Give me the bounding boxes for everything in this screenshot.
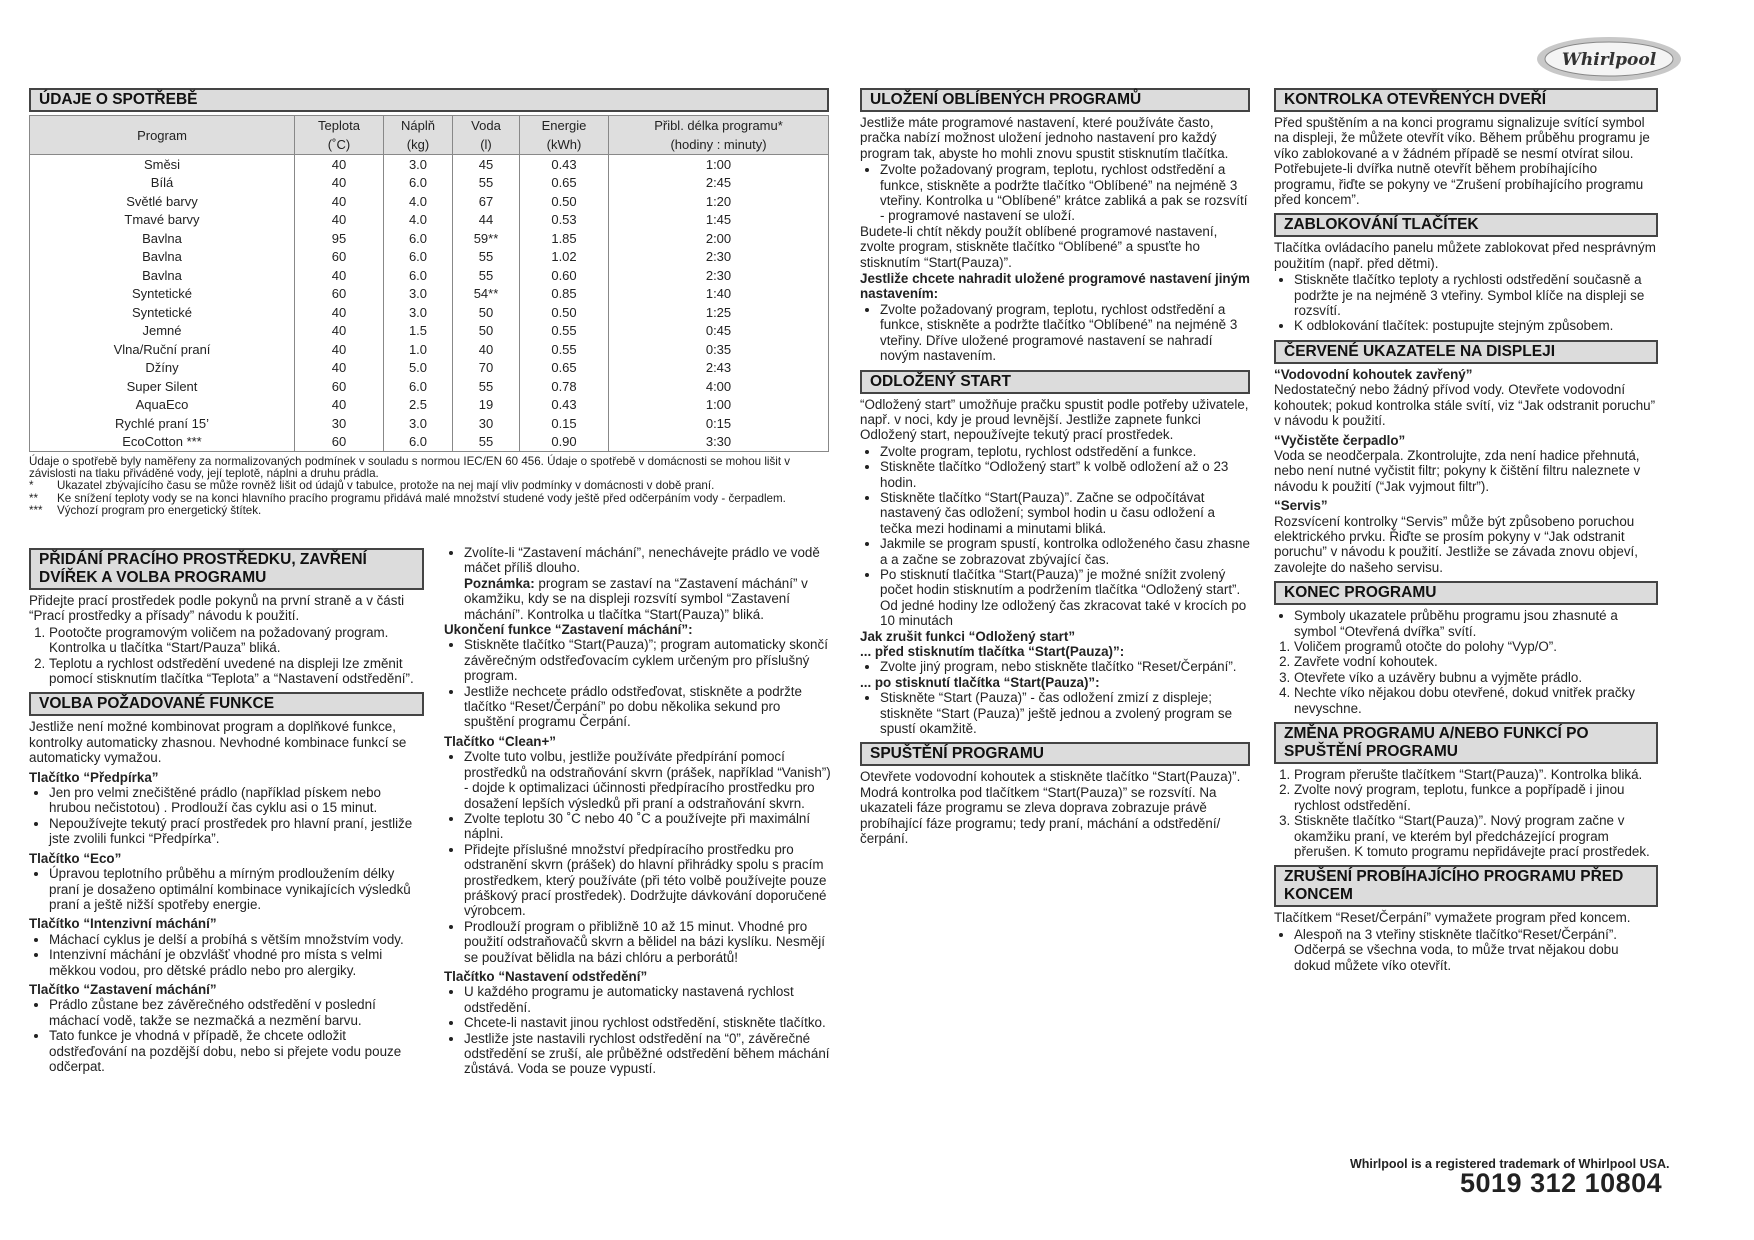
unit-duration: (hodiny : minuty) — [609, 135, 829, 155]
detergent-header: PŘIDÁNÍ PRACÍHO PROSTŘEDKU, ZAVŘENÍ DVÍŘEK A VOLBA PROGRAMU — [29, 548, 424, 590]
delay-list — [860, 444, 1250, 629]
table-row — [30, 396, 829, 415]
end-bullets — [1274, 608, 1658, 639]
table-cell: Džíny — [30, 359, 295, 378]
list-item: • Stiskněte tlačítko “Odložený start” k volbě odložení až o 23 hodin. — [880, 459, 1250, 490]
door-header: KONTROLKA OTEVŘENÝCH DVEŘÍ — [1274, 88, 1658, 112]
consumption-notes — [29, 456, 829, 517]
table-row — [30, 322, 829, 341]
table-cell: 55 — [453, 433, 520, 452]
list-item: • Zvolte požadovaný program, teplotu, rychlost odstředění a funkce, stiskněte a podržte tlačítko “Oblíbené” na nejméně 3 vteřiny. Dříve uložené programové nastavení se nahradí novým nastavením. — [880, 302, 1250, 364]
table-cell: 0:45 — [609, 322, 829, 341]
table-cell: 3.0 — [384, 155, 453, 174]
start-text: Otevřete vodovodní kohoutek a stiskněte tlačítko “Start(Pauza)”. Modrá kontrolka pod tlačítkem “Start(Pauza)” se rozsvítí. Na ukazateli fáze programu se zleva doprava zobrazuje právě probíhající fáze programu; tedy praní, máchání a odstředění/čerpání. — [860, 769, 1241, 847]
note-row — [29, 493, 829, 505]
hold-title: Tlačítko “Zastavení máchání” — [29, 981, 217, 997]
list-item: 1. Voličem programů otočte do polohy “Vyp/O”. — [1294, 639, 1658, 654]
list-item: 2. Teplotu a rychlost odstředění uvedené na displeji lze změnit pomocí stisknutím tlačítka “Teplota” a “Nastavení odstředění”. — [49, 656, 424, 687]
list-item: • Máchací cyklus je delší a probíhá s větším množstvím vody. — [49, 932, 424, 947]
favorites-section — [860, 88, 1250, 364]
table-cell: 0.43 — [520, 396, 609, 415]
table-cell: 1:25 — [609, 303, 829, 322]
cancel-list — [1274, 927, 1658, 973]
table-cell: 55 — [453, 377, 520, 396]
logo-text: Whirlpool — [1561, 50, 1657, 70]
delay-after-list — [860, 690, 1250, 736]
list-item: • K odblokování tlačítek: postupujte stejným způsobem. — [1294, 318, 1658, 333]
note-main: Údaje o spotřebě byly naměřeny za normalizovaných podmínek v souladu s normou IEC/EN 60 456. Údaje o spotřebě v domácnosti se mohou lišit v závislosti na tlaku přiváděné vody, její teplotě, náplni a druhu prádla. — [29, 455, 791, 481]
delay-before-list — [860, 659, 1250, 674]
hold-more-list — [444, 545, 833, 622]
table-row — [30, 266, 829, 285]
consumption-header: ÚDAJE O SPOTŘEBĚ — [29, 88, 829, 112]
list-item: • Prádlo zůstane bez závěrečného odstředění v poslední máchací vodě, takže se nezmačká a nezmění barvu. — [49, 997, 424, 1028]
table-cell: AquaEco — [30, 396, 295, 415]
table-row — [30, 248, 829, 267]
list-item: • Jen pro velmi znečištěné prádlo (například pískem nebo hrubou nečistotou) . Prodlouží čas cyklu asi o 15 minut. — [49, 785, 424, 816]
spin-title: Tlačítko “Nastavení odstředění” — [444, 968, 648, 984]
table-cell: 1:45 — [609, 211, 829, 230]
table-cell: EcoCotton *** — [30, 433, 295, 452]
table-row — [30, 433, 829, 452]
table-cell: 50 — [453, 303, 520, 322]
note-text: Výchozí program pro energetický štítek. — [57, 503, 262, 517]
list-item: • Symboly ukazatele průběhu programu jsou zhasnuté a symbol “Otevřená dvířka” svítí. — [1294, 608, 1658, 639]
table-cell: 19 — [453, 396, 520, 415]
th-duration: Přibl. délka programu* — [609, 116, 829, 136]
lock-list — [1274, 272, 1658, 334]
list-item: • Zvolte teplotu 30 ˚C nebo 40 ˚C a používejte při maximální náplni. — [464, 811, 833, 842]
table-cell: 0:35 — [609, 340, 829, 359]
column-1-lower — [29, 548, 424, 1080]
table-cell: 3:30 — [609, 433, 829, 452]
table-cell: Tmavé barvy — [30, 211, 295, 230]
change-steps — [1274, 767, 1658, 859]
list-item: • Nepoužívejte tekutý prací prostředek pro hlavní praní, jestliže jste zvolili funkci “Předpírka”. — [49, 816, 424, 847]
note-body: program se zastaví na “Zastavení máchání” v okamžiku, kdy se na displeji rozsvítí symbol “Zastavení máchání”. Kontrolka u tlačítka “Start(Pauza)” bliká. — [464, 575, 808, 622]
table-cell: 6.0 — [384, 377, 453, 396]
table-row — [30, 414, 829, 433]
list-item: • Stiskněte “Start (Pauza)” - čas odložení zmizí z displeje; stiskněte “Start (Pauza)” ještě jednou a zvolený program se spustí okamžitě. — [880, 690, 1250, 736]
list-item: • Intenzivní máchání je obzvlášť vhodné pro místa s velmi měkkou vodou, pro dětské prádlo nebo pro alergiky. — [49, 947, 424, 978]
th-load: Náplň — [384, 116, 453, 136]
table-cell: 40 — [295, 211, 384, 230]
list-item: • Stiskněte tlačítko teploty a rychlosti odstředění současně a podržte je na nejméně 3 vteřiny. Symbol klíče na displeji se rozsvítí. — [1294, 272, 1658, 318]
favorites-intro: Jestliže máte programové nastavení, které používáte často, pračka nabízí možnost uložení jednoho nastavení pro každý program tak, abyste ho mohli znovu spustit stisknutím tlačítka. — [860, 115, 1229, 161]
table-cell: 1:00 — [609, 396, 829, 415]
table-cell: 40 — [295, 174, 384, 193]
clean-list — [444, 749, 833, 965]
table-cell: 60 — [295, 377, 384, 396]
table-cell: 0.43 — [520, 155, 609, 174]
detergent-section — [29, 548, 424, 686]
favorites-replace-list — [860, 302, 1250, 364]
table-cell: 50 — [453, 322, 520, 341]
favorites-header: ULOŽENÍ OBLÍBENÝCH PROGRAMŮ — [860, 88, 1250, 112]
table-cell: 40 — [295, 322, 384, 341]
table-cell: 0.90 — [520, 433, 609, 452]
table-cell: Rychlé praní 15’ — [30, 414, 295, 433]
delay-section — [860, 370, 1250, 737]
eco-title: Tlačítko “Eco” — [29, 850, 122, 866]
end-hold-title: Ukončení funkce “Zastavení máchání”: — [444, 622, 693, 638]
table-cell: 70 — [453, 359, 520, 378]
list-item: • Zvolte jiný program, nebo stiskněte tlačítko “Reset/Čerpání”. — [880, 659, 1250, 674]
hold-list — [29, 997, 424, 1074]
delay-after-title: ... po stisknutí tlačítka “Start(Pauza)”: — [860, 674, 1100, 690]
table-cell: 59** — [453, 229, 520, 248]
table-cell: 4:00 — [609, 377, 829, 396]
list-item: • Prodlouží program o přibližně 10 až 15 minut. Vhodné pro použití odstraňovačů skvrn a bělidel na bázi kyslíku. Nesmějí se používat bělidla na bázi chlóru a perborátů! — [464, 919, 833, 965]
list-item: • Stiskněte tlačítko “Start(Pauza)”. Začne se odpočítávat nastavený čas odložení; symbol hodin u času odložení a tečka mezi hodinami a minutami bliká. — [880, 490, 1250, 536]
door-text: Před spuštěním a na konci programu signalizuje svítící symbol na displeji, že můžete otevřít víko. Během průběhu programu je víko zablokované a v žádném případě se nesmí otvírat silou. Potřebujete-li dvířka nutně otevřít během probíhajícího programu, řiďte se pokyny ve “Zrušení probíhajícího programu před koncem”. — [1274, 115, 1650, 208]
clean-pump-text: Voda se neodčerpala. Zkontrolujte, zda není hadice přehnutá, nebo není nutné vyčistit filtr; pokyny k čištění filtru naleznete v návodu k použití (“Jak vyjmout filtr”). — [1274, 447, 1641, 494]
note-text: Ukazatel zbývajícího času se může rovněž lišit od údajů v tabulce, protože na nej mají vliv podmínky v domácnosti v době praní. — [57, 479, 715, 493]
table-cell: 6.0 — [384, 174, 453, 193]
column-2 — [444, 545, 833, 1077]
table-cell: 0:15 — [609, 414, 829, 433]
prewash-title: Tlačítko “Předpírka” — [29, 769, 159, 785]
table-cell: 40 — [295, 266, 384, 285]
table-cell: 3.0 — [384, 414, 453, 433]
table-row — [30, 377, 829, 396]
unit-temp: (˚C) — [295, 135, 384, 155]
note-mark: * — [29, 479, 34, 493]
table-cell: 2:45 — [609, 174, 829, 193]
list-item: • Přidejte příslušné množství předpíracího prostředku pro odstranění skvrn (prášek) do hlavní přihrádky spolu s pracím prostředkem, který používáte (při této volbě používejte pouze práškový prací prostředek). Dodržujte dávkování doporučené výrobcem. — [464, 842, 833, 919]
table-cell: 40 — [295, 396, 384, 415]
table-row — [30, 155, 829, 174]
favorites-reuse: Budete-li chtít někdy použít oblíbené programové nastavení, zvolte program, stiskněte tlačítko “Oblíbené” a spusťte ho stisknutím “Start(Pauza)”. — [860, 223, 1218, 270]
red-indicators-section — [1274, 340, 1658, 575]
table-cell: 40 — [295, 340, 384, 359]
spin-list — [444, 984, 833, 1076]
table-cell: 6.0 — [384, 433, 453, 452]
table-cell: 0.50 — [520, 192, 609, 211]
table-cell: 1:00 — [609, 155, 829, 174]
door-section — [1274, 88, 1658, 207]
th-temp: Teplota — [295, 116, 384, 136]
table-cell: Světlé barvy — [30, 192, 295, 211]
table-cell: 0.60 — [520, 266, 609, 285]
trademark-note: Whirlpool is a registered trademark of Whirlpool USA. — [1350, 1157, 1670, 1171]
cancel-section — [1274, 865, 1658, 973]
table-cell: 30 — [453, 414, 520, 433]
table-cell: 4.0 — [384, 211, 453, 230]
table-cell: 40 — [295, 359, 384, 378]
table-cell: 67 — [453, 192, 520, 211]
table-cell: 0.55 — [520, 340, 609, 359]
note-mark: ** — [29, 491, 39, 505]
list-item: 3. Stiskněte tlačítko “Start(Pauza)”. Nový program začne v okamžiku praní, ve kterém byl předcházející program přerušen. K tomuto programu nepřidávejte prací prostředek. — [1294, 813, 1658, 859]
table-cell: 54** — [453, 285, 520, 304]
table-cell: Vlna/Ruční praní — [30, 340, 295, 359]
table-cell: 30 — [295, 414, 384, 433]
table-cell: 2:00 — [609, 229, 829, 248]
table-cell: Bavlna — [30, 248, 295, 267]
table-row — [30, 211, 829, 230]
delay-intro: “Odložený start” umožňuje pračku spustit podle potřeby uživatele, např. v noci, kdy je proud levnější. Jestliže zapnete funkci Odložený start, nepoužívejte tekutý prací prostředek. — [860, 396, 1249, 443]
table-cell: 1.02 — [520, 248, 609, 267]
table-cell: 3.0 — [384, 285, 453, 304]
unit-water: (l) — [453, 135, 520, 155]
table-cell: 0.15 — [520, 414, 609, 433]
table-cell: Bavlna — [30, 229, 295, 248]
end-section — [1274, 581, 1658, 716]
clean-pump-title: “Vyčistěte čerpadlo” — [1274, 432, 1406, 448]
column-3 — [860, 88, 1250, 852]
whirlpool-logo — [1534, 34, 1684, 84]
list-item: • Jestliže jste nastavili rychlost odstředění na “0”, závěrečné odstředění se zruší, ale průběžné odstředění během máchání zůstává. Voda se pouze vypustí. — [464, 1031, 833, 1077]
table-cell: 1.85 — [520, 229, 609, 248]
table-cell: 95 — [295, 229, 384, 248]
end-header: KONEC PROGRAMU — [1274, 581, 1658, 605]
list-item: • Po stisknutí tlačítka “Start(Pauza)” je možné snížit zvolený počet hodin stisknutím a podržením tlačítka “Odložený start”. Od jedné hodiny lze odložený čas zkracovat také v krocích po 10 minutách — [880, 567, 1250, 629]
cancel-intro: Tlačítkem “Reset/Čerpání” vymažete program před koncem. — [1274, 910, 1631, 926]
table-cell: Bílá — [30, 174, 295, 193]
table-cell: 40 — [295, 303, 384, 322]
list-item: • Chcete-li nastavit jinou rychlost odstředění, stiskněte tlačítko. — [464, 1015, 833, 1030]
column-4 — [1274, 88, 1658, 979]
table-cell: 4.0 — [384, 192, 453, 211]
table-cell: 1:20 — [609, 192, 829, 211]
consumption-table-body — [30, 155, 829, 452]
table-cell: 55 — [453, 174, 520, 193]
table-cell: 45 — [453, 155, 520, 174]
rinse-list — [29, 932, 424, 978]
table-cell: 40 — [295, 155, 384, 174]
clean-title: Tlačítko “Clean+” — [444, 733, 556, 749]
table-cell: Syntetické — [30, 303, 295, 322]
service-text: Rozsvícení kontrolky “Servis” může být způsobeno poruchou elektrického prvku. Řiďte se prosím pokyny v “Jak odstranit poruchu” v návodu k použití. Jestliže se závada znovu objeví, zavolejte do našeho servisu. — [1274, 513, 1638, 575]
list-item: 2. Zavřete vodní kohoutek. — [1294, 654, 1658, 669]
favorites-list — [860, 162, 1250, 224]
delay-before-title: ... před stisknutím tlačítka “Start(Pauza)”: — [860, 644, 1125, 659]
table-cell: 6.0 — [384, 248, 453, 267]
table-cell: 1:40 — [609, 285, 829, 304]
table-cell: Syntetické — [30, 285, 295, 304]
list-item: • Alespoň na 3 vteřiny stiskněte tlačítko“Reset/Čerpání”. Odčerpá se všechna voda, to může trvat nějakou dobu dokud můžete víko otevřít. — [1294, 927, 1658, 973]
delay-header: ODLOŽENÝ START — [860, 370, 1250, 394]
functions-section — [29, 692, 424, 1074]
prewash-list — [29, 785, 424, 847]
list-item: • Jestliže nechcete prádlo odstřeďovat, stiskněte a podržte tlačítko “Reset/Čerpání” po dobu několika sekund pro spuštění programu Čerpání. — [464, 684, 833, 730]
unit-energy: (kWh) — [520, 135, 609, 155]
consumption-section — [29, 88, 829, 517]
tap-closed-text: Nedostatečný nebo žádný přívod vody. Otevřete vodovodní kohoutek; pokud kontrolka stále svítí, viz “Jak odstranit poruchu” v návodu k použití. — [1274, 382, 1656, 429]
table-row — [30, 229, 829, 248]
table-cell: 2:30 — [609, 248, 829, 267]
lock-header: ZABLOKOVÁNÍ TLAČÍTEK — [1274, 213, 1658, 237]
th-program: Program — [30, 116, 295, 155]
unit-load: (kg) — [384, 135, 453, 155]
note-mark: *** — [29, 503, 43, 517]
table-cell: 1.5 — [384, 322, 453, 341]
favorites-replace-title: Jestliže chcete nahradit uložené programové nastavení jiným nastavením: — [860, 271, 1250, 302]
change-section — [1274, 722, 1658, 859]
table-row — [30, 192, 829, 211]
service-title: “Servis” — [1274, 498, 1328, 514]
table-cell: Bavlna — [30, 266, 295, 285]
end-steps — [1274, 639, 1658, 716]
red-indicators-header: ČERVENÉ UKAZATELE NA DISPLEJI — [1274, 340, 1658, 364]
lock-intro: Tlačítka ovládacího panelu můžete zablokovat před nesprávným použitím (např. před dětmi). — [1274, 240, 1656, 271]
table-row — [30, 285, 829, 304]
table-cell: 2.5 — [384, 396, 453, 415]
list-item: 2. Zvolte nový program, teplotu, funkce a popřípadě i jinou rychlost odstředění. — [1294, 782, 1658, 813]
table-cell: Směsi — [30, 155, 295, 174]
tap-closed-title: “Vodovodní kohoutek zavřený” — [1274, 366, 1473, 382]
table-header-row — [30, 116, 829, 136]
list-item — [464, 545, 833, 622]
note-label: Poznámka: — [464, 575, 535, 591]
table-cell: 5.0 — [384, 359, 453, 378]
cancel-header: ZRUŠENÍ PROBÍHAJÍCÍHO PROGRAMU PŘED KONCEM — [1274, 865, 1658, 907]
list-item: • Zvolte tuto volbu, jestliže používáte předpírání pomocí prostředků na odstraňování skvrn (prášek, například “Vanish”) - dojde k optimalizaci účinnosti předpíracího prostředku pro dosažení lepších výsledků při praní a odstraňování skvrn. — [464, 749, 833, 811]
table-cell: 2:30 — [609, 266, 829, 285]
table-cell: 0.78 — [520, 377, 609, 396]
functions-intro: Jestliže není možné kombinovat program a doplňkové funkce, kontrolky automaticky zhasnou. Nevhodné kombinace funkcí se automaticky vymažou. — [29, 719, 407, 766]
rinse-title: Tlačítko “Intenzivní máchání” — [29, 916, 217, 932]
table-cell: 2:43 — [609, 359, 829, 378]
list-item: • Zvolte program, teplotu, rychlost odstředění a funkce. — [880, 444, 1250, 459]
list-item: • Tato funkce je vhodná v případě, že chcete odložit odstřeďování na pozdější dobu, nebo si přejete vodu pouze odčerpat. — [49, 1028, 424, 1074]
th-energy: Energie — [520, 116, 609, 136]
table-cell: Super Silent — [30, 377, 295, 396]
list-item: • Stiskněte tlačítko “Start(Pauza)”; program automaticky skončí závěrečným odstřeďovacím cyklem určeným pro příslušný program. — [464, 637, 833, 683]
note-text: Ke snížení teploty vody se na konci hlavního pracího programu přidává malé množství studené vody ještě před odčerpáním vody - čerpadlem. — [57, 491, 786, 505]
end-hold-list — [444, 637, 833, 729]
th-water: Voda — [453, 116, 520, 136]
list-item: 1. Pootočte programovým voličem na požadovaný program. Kontrolka u tlačítka “Start/Pauza” bliká. — [49, 625, 424, 656]
table-row — [30, 303, 829, 322]
table-cell: 60 — [295, 433, 384, 452]
list-item: • Úpravou teplotního průběhu a mírným prodloužením délky praní je dosaženo optimální kombinace vynikajících výsledků praní a ještě nižší spotřeby energie. — [49, 866, 424, 912]
hold-more-text: Zvolíte-li “Zastavení máchání”, nenechávejte prádlo ve vodě máčet příliš dlouho. — [464, 545, 820, 576]
table-cell: 40 — [453, 340, 520, 359]
table-cell: 0.53 — [520, 211, 609, 230]
table-cell: 60 — [295, 285, 384, 304]
list-item: 1. Program přerušte tlačítkem “Start(Pauza)”. Kontrolka bliká. — [1294, 767, 1658, 782]
list-item: 4. Nechte víko nějakou dobu otevřené, dokud vnitřek pračky nevyschne. — [1294, 685, 1658, 716]
table-cell: 0.85 — [520, 285, 609, 304]
table-cell: 40 — [295, 192, 384, 211]
table-row — [30, 174, 829, 193]
detergent-steps — [29, 625, 424, 687]
table-cell: 1.0 — [384, 340, 453, 359]
delay-cancel-title: Jak zrušit funkci “Odložený start” — [860, 628, 1076, 644]
list-item: • U každého programu je automaticky nastavená rychlost odstředění. — [464, 984, 833, 1015]
table-row — [30, 359, 829, 378]
table-cell: 60 — [295, 248, 384, 267]
table-cell: 55 — [453, 266, 520, 285]
table-cell: Jemné — [30, 322, 295, 341]
table-cell: 3.0 — [384, 303, 453, 322]
lock-section — [1274, 213, 1658, 333]
table-cell: 0.55 — [520, 322, 609, 341]
detergent-intro: Přidejte prací prostředek podle pokynů na první straně a v části “Prací prostředky a přísady” návodu k použití. — [29, 593, 405, 624]
eco-list — [29, 866, 424, 912]
note-row — [29, 480, 829, 492]
list-item: 3. Otevřete víko a uzávěry bubnu a vyjměte prádlo. — [1294, 670, 1658, 685]
consumption-table — [29, 115, 829, 452]
document-code: 5019 312 10804 — [1460, 1168, 1663, 1198]
table-row — [30, 340, 829, 359]
list-item: • Zvolte požadovaný program, teplotu, rychlost odstředění a funkce, stiskněte a podržte tlačítko “Oblíbené” na nejméně 3 vteřiny. Kontrolka u “Oblíbené” krátce zabliká a pak se rozsvítí - programové nastavení se uloží. — [880, 162, 1250, 224]
table-cell: 0.65 — [520, 359, 609, 378]
table-cell: 6.0 — [384, 266, 453, 285]
table-cell: 0.50 — [520, 303, 609, 322]
table-cell: 0.65 — [520, 174, 609, 193]
start-section — [860, 742, 1250, 846]
start-header: SPUŠTĚNÍ PROGRAMU — [860, 742, 1250, 766]
list-item: • Jakmile se program spustí, kontrolka odloženého času zhasne a a začne se zobrazovat zbývající čas. — [880, 536, 1250, 567]
change-header: ZMĚNA PROGRAMU A/NEBO FUNKCÍ PO SPUŠTĚNÍ PROGRAMU — [1274, 722, 1658, 764]
table-cell: 44 — [453, 211, 520, 230]
table-cell: 6.0 — [384, 229, 453, 248]
note-row — [29, 505, 829, 517]
functions-header: VOLBA POŽADOVANÉ FUNKCE — [29, 692, 424, 716]
table-cell: 55 — [453, 248, 520, 267]
